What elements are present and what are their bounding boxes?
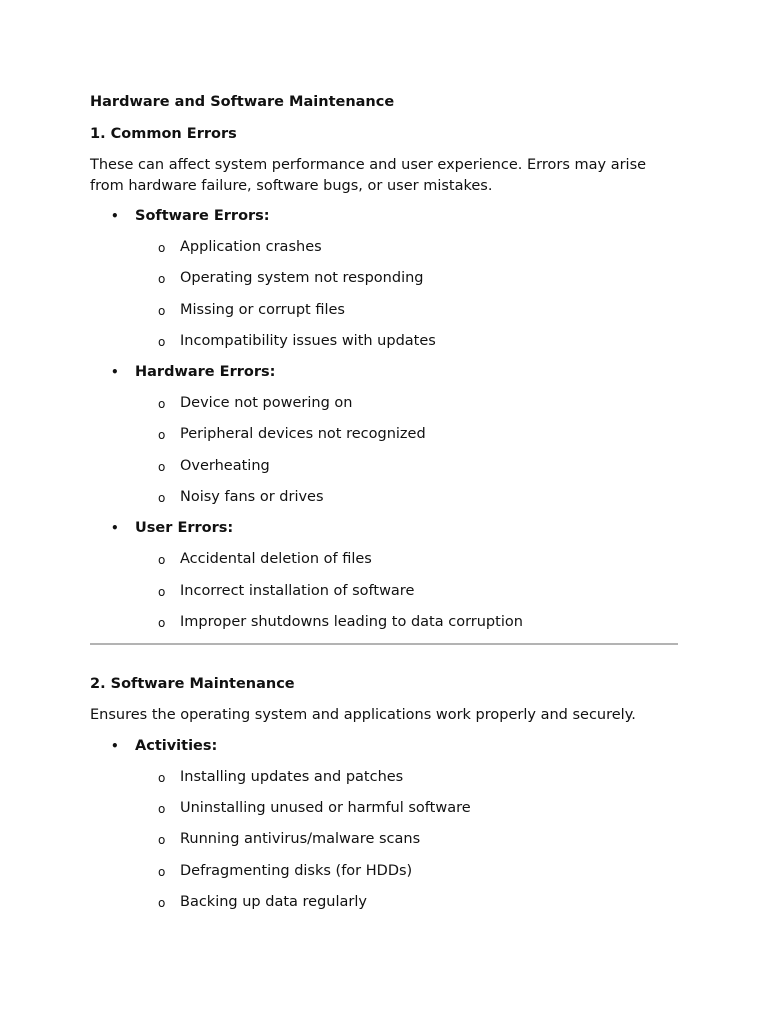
list-item [90,549,678,569]
list-item [90,331,678,351]
list-item [90,268,678,288]
list-item-activities [90,736,678,756]
list-item [90,892,678,912]
list-item [90,829,678,849]
list-item-text: Operating system not responding [180,270,424,287]
list-item-text: Application crashes [180,239,322,255]
section-software-maintenance [90,674,678,912]
section-intro: Ensures the operating system and applications work properly and securely. [90,707,636,724]
list-item-text: Running antivirus/malware scans [180,831,421,848]
bullet-marker: • [111,738,119,753]
group-label: Hardware Errors: [135,364,276,381]
list-item-text: Backing up data regularly [180,893,367,910]
group-label: Software Errors: [135,208,270,224]
sub-bullet-marker: o [158,491,166,506]
list-item [90,487,678,507]
section-common-errors [90,124,678,632]
list-item [90,798,678,818]
list-item-text: Uninstalling unused or harmful software [180,800,471,817]
list-item-text: Installing updates and patches [180,768,404,785]
list-item-text: Overheating [180,457,270,474]
sub-bullet-marker: o [158,895,166,910]
sub-bullet-marker: o [158,241,166,255]
sub-bullet-marker: o [158,459,166,474]
document-page [90,92,678,923]
section-heading: 2. Software Maintenance [90,676,295,693]
document-title: Hardware and Software Maintenance [90,94,395,110]
bullet-marker: • [111,209,119,223]
list-item-hardware-errors [90,362,678,382]
sub-bullet-marker: o [158,334,166,349]
sub-bullet-marker: o [158,833,166,848]
list-item [90,393,678,413]
list-item [90,767,678,787]
list-item-text: Improper shutdowns leading to data corruption [180,613,523,630]
bullet-marker: • [111,365,119,380]
list-item-text: Missing or corrupt files [180,301,345,318]
sub-bullet-marker: o [158,303,166,318]
list-item-text: Device not powering on [180,395,353,412]
horizontal-rule [90,643,678,645]
sub-bullet-marker: o [158,584,166,599]
section-heading: 1. Common Errors [90,126,237,142]
list-item-text: Incorrect installation of software [180,582,415,599]
list-item-user-errors [90,518,678,538]
sub-bullet-marker: o [158,770,166,785]
list-item [90,861,678,881]
sub-bullet-marker: o [158,553,166,568]
list-item [90,237,678,257]
list-item [90,456,678,476]
list-item-software-errors [90,206,678,226]
sub-bullet-marker: o [158,397,166,412]
sub-bullet-marker: o [158,802,166,817]
bullet-marker: • [111,521,119,536]
group-label: Activities: [135,737,218,754]
list-item-text: Incompatibility issues with updates [180,332,436,349]
sub-bullet-marker: o [158,272,166,287]
list-item [90,581,678,601]
list-item-text: Accidental deletion of files [180,551,372,568]
sub-bullet-marker: o [158,615,166,630]
list-item [90,424,678,444]
group-label: User Errors: [135,520,234,537]
list-item [90,300,678,320]
sub-bullet-marker: o [158,428,166,443]
list-item-text: Peripheral devices not recognized [180,426,426,443]
sub-bullet-marker: o [158,864,166,879]
section-intro: These can affect system performance and user experience. Errors may arise from hardware failure, software bugs, or user mistakes. [90,157,647,194]
list-item-text: Defragmenting disks (for HDDs) [180,862,413,879]
list-item-text: Noisy fans or drives [180,489,324,506]
list-item [90,612,678,632]
